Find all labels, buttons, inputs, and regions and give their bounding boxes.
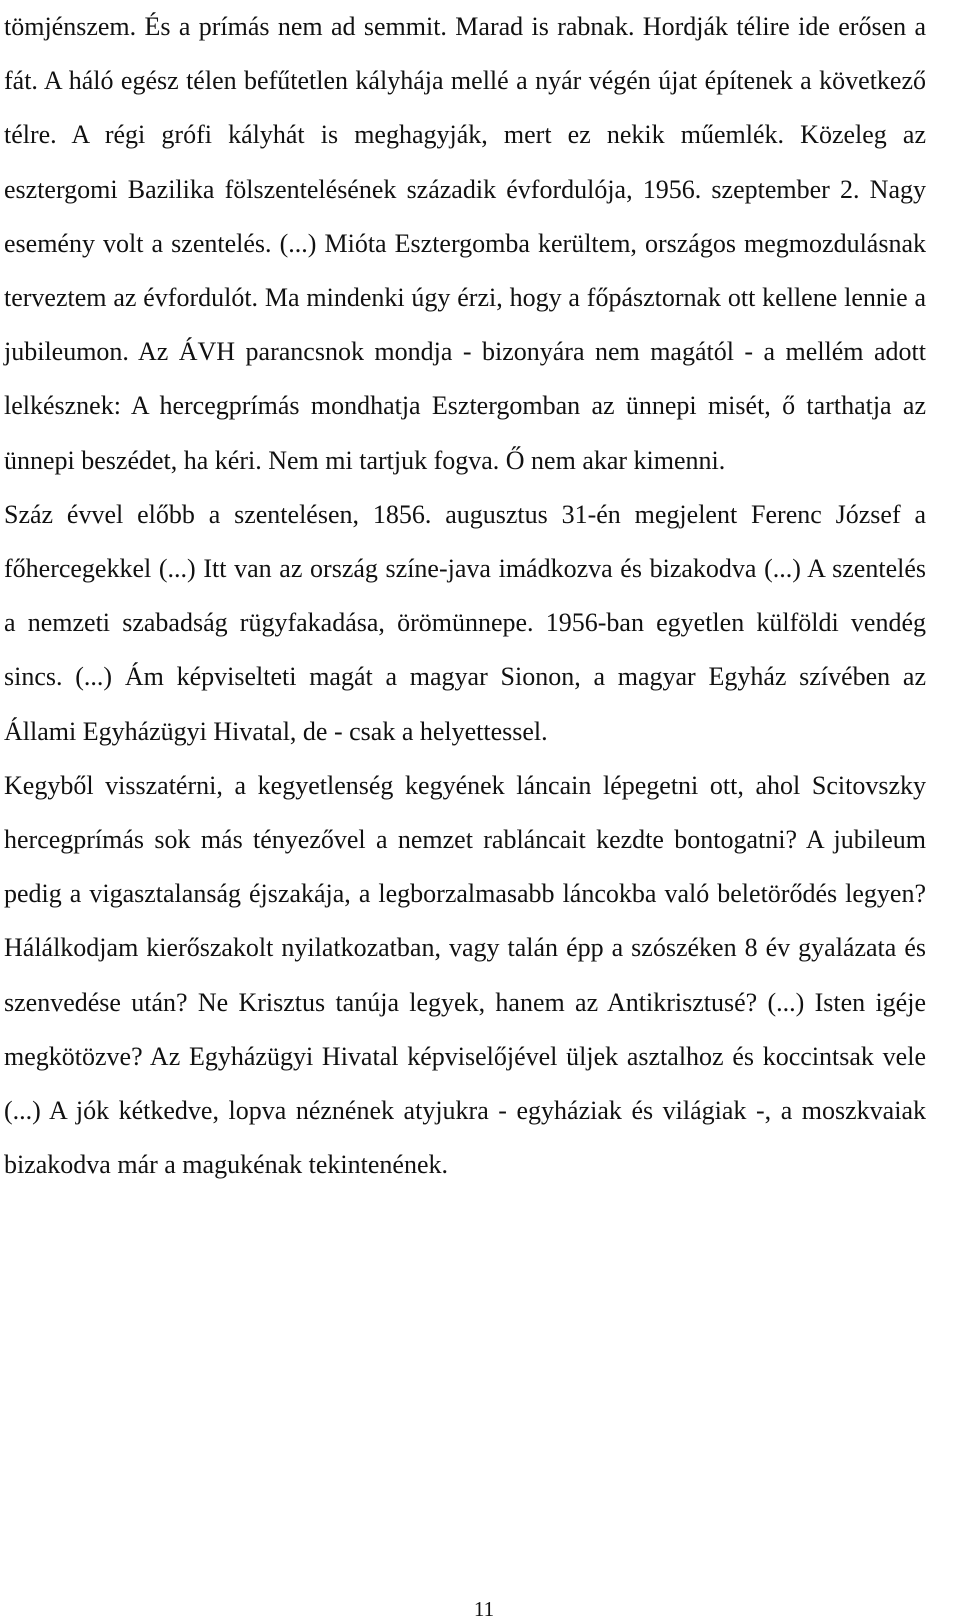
- paragraph-2: Száz évvel előbb a szentelésen, 1856. augusztus 31-én megjelent Ferenc József a főhercegekkel (...) Itt van az ország színe-java imádkozva és bizakodva (...) A szentelés a nemzeti szabadság rügyfakadása, örömünnepe. 1956-ban egyetlen külföldi vendég sincs. (...) Ám képviselteti magát a magyar Sionon, a magyar Egyház szívében az Állami Egyházügyi Hivatal, de - csak a helyettessel.: [4, 499, 926, 746]
- body-text: [4, 0, 926, 1192]
- paragraph-1: tömjénszem. És a prímás nem ad semmit. Marad is rabnak. Hordják télire ide erősen a fát. A háló egész télen befűtetlen kályhája mellé a nyár végén újat építenek a következő télre. A régi grófi kályhát is meghagyják, mert ez nekik műemlék. Közeleg az esztergomi Bazilika fölszentelésének századik évfordulója, 1956. szeptember 2. Nagy esemény volt a szentelés. (...) Mióta Esztergomba kerültem, országos megmozdulásnak terveztem az évfordulót. Ma mindenki úgy érzi, hogy a főpásztornak ott kellene lennie a jubileumon. Az ÁVH parancsnok mondja - bizonyára nem magától - a mellém adott lelkésznek: A hercegprímás mondhatja Esztergomban az ünnepi misét, ő tarthatja az ünnepi beszédet, ha kéri. Nem mi tartjuk fogva. Ő nem akar kimenni.: [4, 12, 926, 475]
- page-number: 11: [473, 1597, 495, 1621]
- paragraph-3: Kegyből visszatérni, a kegyetlenség kegyének láncain lépegetni ott, ahol Scitovszky hercegprímás sok más tényezővel a nemzet rabláncait kezdte bontogatni? A jubileum pedig a vigasztalanság éjszakája, a legborzalmasabb láncokba való beletörődés legyen? Hálálkodjam kierőszakolt nyilatkozatban, vagy talán épp a szószéken 8 év gyalázata és szenvedése után? Ne Krisztus tanúja legyek, hanem az Antikrisztusé? (...) Isten igéje megkötözve? Az Egyházügyi Hivatal képviselőjével üljek asztalhoz és koccintsak vele (...) A jók kétkedve, lopva néznének atyjukra - egyháziak és világiak -, a moszkvaiak bizakodva már a magukénak tekintenének.: [4, 770, 926, 1180]
